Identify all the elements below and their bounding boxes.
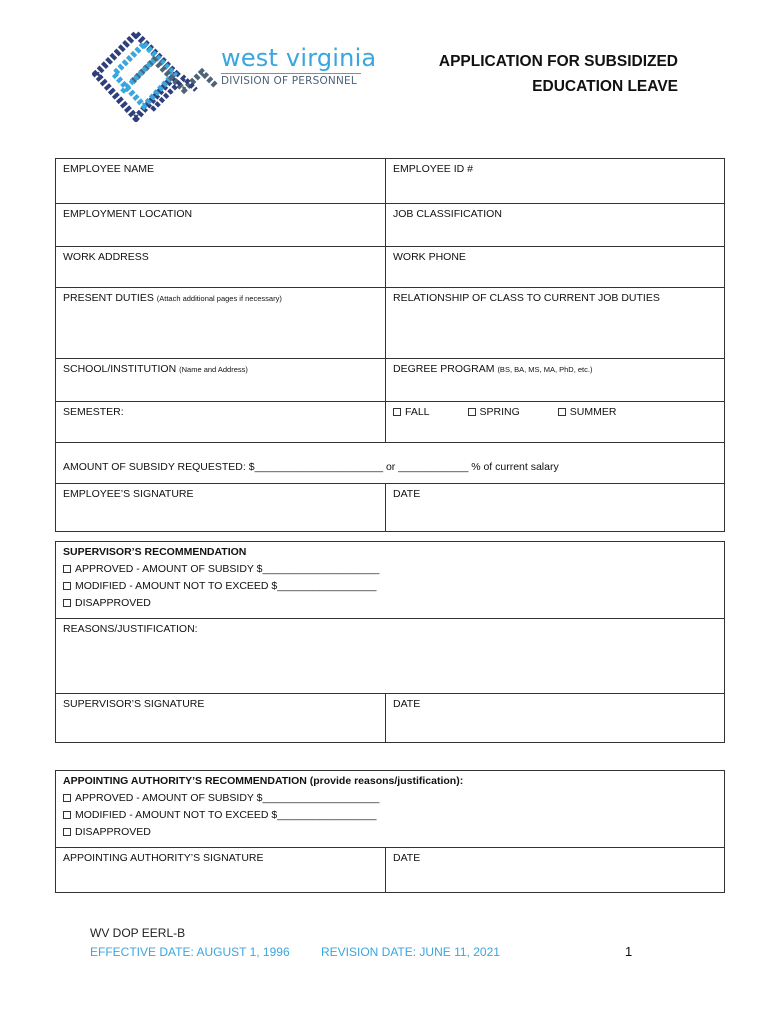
- row-school-degree: [56, 359, 724, 402]
- logo-text: [221, 45, 376, 87]
- authority-modified-checkbox[interactable]: [63, 807, 717, 824]
- reasons-field[interactable]: [56, 619, 724, 693]
- supervisor-disapproved-checkbox[interactable]: [63, 595, 717, 612]
- row-signature: [56, 484, 724, 531]
- footer: [90, 926, 528, 959]
- semester-cell: [56, 402, 386, 442]
- employee-date-field[interactable]: [386, 484, 724, 531]
- supervisor-date-label: DATE: [393, 698, 421, 710]
- checkbox-icon: [558, 408, 566, 416]
- authority-date-label: DATE: [393, 852, 421, 864]
- employee-name-label: EMPLOYEE NAME: [63, 163, 155, 175]
- degree-note: (BS, BA, MS, MA, PhD, etc.): [497, 365, 593, 374]
- employee-signature-field[interactable]: [56, 484, 386, 531]
- authority-approved-checkbox[interactable]: [63, 790, 717, 807]
- authority-disapproved-label: DISAPPROVED: [75, 826, 151, 838]
- row-reasons: [56, 619, 724, 694]
- present-duties-note: (Attach additional pages if necessary): [156, 294, 282, 303]
- form-title-line2: EDUCATION LEAVE: [532, 78, 678, 95]
- work-phone-field[interactable]: [386, 247, 724, 287]
- page-number: 1: [625, 944, 633, 959]
- authority-section: [55, 770, 725, 893]
- employee-id-field[interactable]: [386, 159, 724, 203]
- semester-summer-label: SUMMER: [569, 406, 617, 418]
- row-location-class: [56, 204, 724, 247]
- row-supervisor-recommendation: [56, 542, 724, 619]
- supervisor-signature-label: SUPERVISOR’S SIGNATURE: [63, 698, 205, 710]
- authority-date-field[interactable]: [386, 848, 724, 892]
- row-name-id: [56, 159, 724, 204]
- form-code: WV DOP EERL-B: [90, 926, 186, 940]
- school-note: (Name and Address): [179, 365, 248, 374]
- row-supervisor-signature: [56, 694, 724, 742]
- employment-location-field[interactable]: [56, 204, 386, 246]
- logo-main-text: west virginia: [221, 44, 377, 72]
- checkbox-icon: [63, 828, 71, 836]
- row-authority-recommendation: [56, 771, 724, 848]
- degree-label: DEGREE PROGRAM: [393, 363, 495, 375]
- semester-options: [386, 402, 724, 442]
- relationship-label: RELATIONSHIP OF CLASS TO CURRENT JOB DUTIES: [393, 292, 660, 304]
- present-duties-field[interactable]: [56, 288, 386, 358]
- amount-subsidy-field[interactable]: [56, 443, 724, 483]
- authority-recommendation-cell: [56, 771, 724, 847]
- row-address-phone: [56, 247, 724, 288]
- amount-subsidy-label: AMOUNT OF SUBSIDY REQUESTED: $______________________ or ____________ % of current salary: [63, 461, 559, 473]
- employee-id-label: EMPLOYEE ID #: [393, 163, 473, 175]
- employee-name-field[interactable]: [56, 159, 386, 203]
- employee-date-label: DATE: [393, 488, 421, 500]
- wv-dop-logo-icon: [92, 30, 220, 122]
- checkbox-icon: [393, 408, 401, 416]
- supervisor-disapproved-label: DISAPPROVED: [75, 597, 151, 609]
- form-title-line1: APPLICATION FOR SUBSIDIZED: [438, 53, 678, 70]
- row-authority-signature: [56, 848, 724, 892]
- semester-fall-checkbox[interactable]: [393, 406, 430, 438]
- employee-section: [55, 158, 725, 532]
- revision-date: REVISION DATE: JUNE 11, 2021: [320, 945, 500, 959]
- supervisor-modified-checkbox[interactable]: [63, 578, 717, 595]
- checkbox-icon: [63, 599, 71, 607]
- work-address-label: WORK ADDRESS: [63, 251, 149, 263]
- work-phone-label: WORK PHONE: [393, 251, 466, 263]
- authority-disapproved-checkbox[interactable]: [63, 824, 717, 841]
- semester-label: SEMESTER:: [63, 406, 124, 418]
- authority-signature-field[interactable]: [56, 848, 386, 892]
- row-semester: [56, 402, 724, 443]
- checkbox-icon: [63, 794, 71, 802]
- semester-fall-label: FALL: [405, 406, 430, 418]
- supervisor-modified-label: MODIFIED - AMOUNT NOT TO EXCEED $_________________: [75, 580, 377, 592]
- checkbox-icon: [468, 408, 476, 416]
- supervisor-heading: SUPERVISOR’S RECOMMENDATION: [63, 546, 247, 558]
- semester-spring-checkbox[interactable]: [468, 406, 520, 438]
- degree-program-field[interactable]: [386, 359, 724, 401]
- effective-date: EFFECTIVE DATE: AUGUST 1, 1996: [90, 945, 290, 959]
- job-classification-label: JOB CLASSIFICATION: [393, 208, 502, 220]
- supervisor-approved-checkbox[interactable]: [63, 561, 717, 578]
- supervisor-section: [55, 541, 725, 743]
- form-title: [378, 49, 678, 99]
- row-amount: [56, 443, 724, 484]
- authority-signature-label: APPOINTING AUTHORITY’S SIGNATURE: [63, 852, 264, 864]
- authority-heading: APPOINTING AUTHORITY’S RECOMMENDATION (provide reasons/justification):: [63, 775, 464, 787]
- supervisor-approved-label: APPROVED - AMOUNT OF SUBSIDY $____________________: [75, 563, 380, 575]
- row-duties: [56, 288, 724, 359]
- reasons-label: REASONS/JUSTIFICATION:: [63, 623, 198, 635]
- job-classification-field[interactable]: [386, 204, 724, 246]
- authority-modified-label: MODIFIED - AMOUNT NOT TO EXCEED $_________________: [75, 809, 377, 821]
- supervisor-recommendation-cell: [56, 542, 724, 618]
- footer-dates: [90, 945, 528, 959]
- school-field[interactable]: [56, 359, 386, 401]
- supervisor-date-field[interactable]: [386, 694, 724, 742]
- checkbox-icon: [63, 565, 71, 573]
- work-address-field[interactable]: [56, 247, 386, 287]
- school-label: SCHOOL/INSTITUTION: [63, 363, 177, 375]
- authority-approved-label: APPROVED - AMOUNT OF SUBSIDY $____________________: [75, 792, 380, 804]
- checkbox-icon: [63, 811, 71, 819]
- relationship-field[interactable]: [386, 288, 724, 358]
- supervisor-signature-field[interactable]: [56, 694, 386, 742]
- checkbox-icon: [63, 582, 71, 590]
- employee-signature-label: EMPLOYEE’S SIGNATURE: [63, 488, 194, 500]
- present-duties-label: PRESENT DUTIES: [63, 292, 154, 304]
- logo-sub-text: DIVISION OF PERSONNEL: [221, 73, 361, 87]
- employment-location-label: EMPLOYMENT LOCATION: [63, 208, 193, 220]
- semester-spring-label: SPRING: [479, 406, 520, 418]
- semester-summer-checkbox[interactable]: [558, 406, 617, 438]
